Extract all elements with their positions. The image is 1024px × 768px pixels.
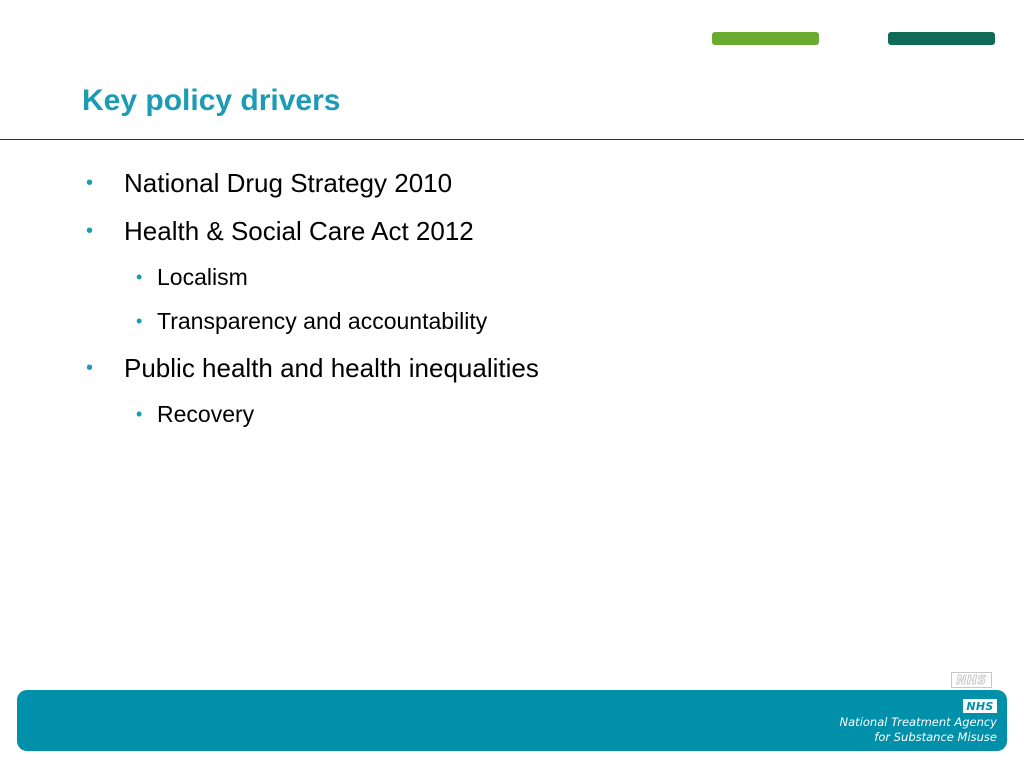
accent-bar-teal: [888, 32, 995, 45]
nhs-logo: NHS: [963, 699, 997, 713]
bullet-text: Recovery: [157, 401, 255, 427]
bullet-dot-icon: •: [86, 220, 94, 242]
bullet-dot-icon: •: [86, 357, 94, 379]
bullet-dot-icon: •: [136, 311, 143, 331]
bullet-text: Public health and health inequalities: [124, 353, 539, 383]
sub-bullet-item: [136, 400, 255, 428]
bullet-text: Localism: [157, 264, 248, 290]
bullet-item: [86, 215, 474, 247]
bullet-dot-icon: •: [86, 172, 94, 194]
bullet-dot-icon: •: [136, 267, 143, 287]
bullet-dot-icon: •: [136, 404, 143, 424]
bullet-item: [86, 167, 453, 199]
bullet-text: Health & Social Care Act 2012: [124, 216, 474, 246]
sub-bullet-item: [136, 263, 248, 291]
agency-name-line-2: for Substance Misuse: [874, 730, 997, 744]
title-divider: [0, 139, 1024, 140]
bullet-text: National Drug Strategy 2010: [124, 168, 453, 198]
accent-bar-green: [712, 32, 819, 45]
bullet-text: Transparency and accountability: [157, 308, 488, 334]
nhs-outline-logo: NHS: [951, 672, 992, 688]
bullet-item: [86, 352, 539, 384]
sub-bullet-item: [136, 307, 488, 335]
agency-name-line-1: National Treatment Agency: [839, 715, 997, 729]
slide-title: Key policy drivers: [82, 84, 341, 117]
